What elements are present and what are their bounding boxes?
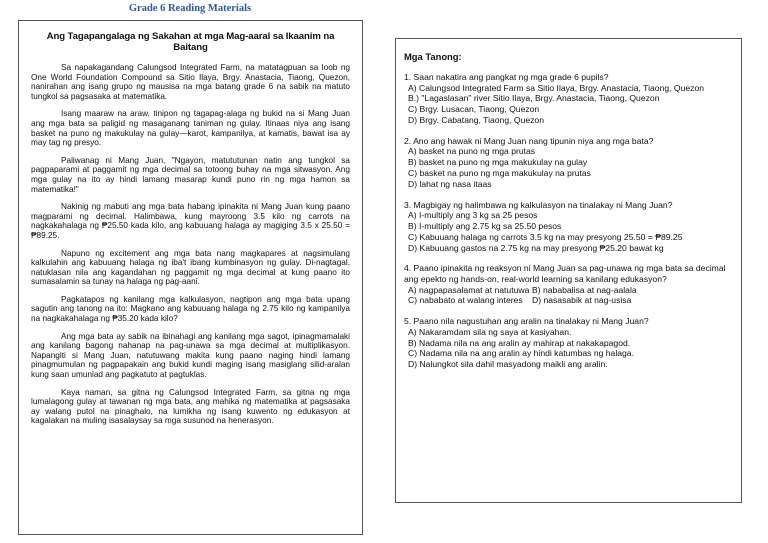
story-panel <box>18 20 363 535</box>
question-4 <box>404 263 733 306</box>
answer-option-b: B) basket na puno ng mga makukulay na gulay <box>408 157 588 168</box>
story-paragraph: Napuno ng excitement ang mga bata nang magkapares at nagsimulang kalkulahin ang kabuuang halaga ng iba't ibang kumbinasyon ng gulay. Di-nagtagal, natuklasan nila ang kagandahan ng paggamit ng mga decimal at kung paano ito sumasalamin sa tunay na halaga ng pag-aani. <box>31 248 350 287</box>
answer-option-b: B) I-multiply ang 2.75 kg sa 25.50 pesos <box>408 220 562 231</box>
questions-panel <box>395 38 742 503</box>
question-text: 4. Paano ipinakita ng reaksyon ni Mang Juan sa pag-unawa ng mga bata sa decimal ang epekto ng hands-on, real-world learning sa kanilang edukasyon? <box>404 263 726 284</box>
question-text: 5. Paano nila nagustuhan ang aralin na tinalakay ni Mang Juan? <box>404 316 649 327</box>
answer-option-c: C) nababato at walang interes <box>408 295 523 306</box>
answer-options <box>404 327 733 370</box>
story-paragraph: Isang maaraw na araw, tinipon ng tagapag-alaga ng bukid na si Mang Juan ang mga bata sa paligid ng masaganang taniman ng gulay. Itinaas niya ang isang basket na puno ng makukulay na gulay—karot, kampanilya, at kamatis, bawat isa ay may tag ng presyo. <box>31 109 350 148</box>
question-5 <box>404 316 733 370</box>
story-paragraph: Ang mga bata ay sabik na ibinahagi ang kanilang mga sagot, ipinagmamalaki ang kanilang bagong nahanap na pag-unawa sa mga decimal at multiplikasyon. Napangiti si Mang Juan, natutuwang makita kung paano naging hindi lamang pinagmumulan ng pagpapakain ang bukid kundi maging isang masiglang silid-aralan kung saan umunlad ang pagkatuto at pagtuklas. <box>31 331 350 380</box>
answer-option-a: A) Calungsod Integrated Farm sa Sitio Ilaya, Brgy. Anastacia, Tiaong, Quezon <box>408 82 705 93</box>
question-1 <box>404 72 733 126</box>
answer-options <box>404 83 733 126</box>
story-paragraph: Kaya naman, sa gitna ng Calungsod Integrated Farm, sa gitna ng mga lumalagong gulay at tawanan ng mga bata, ang mahika ng matematika at pagsasaka ay walang putol na pinaghalo, na lumikha ng isang kuwento ng edukasyon at kagalakan na muling isasalaysay sa mga susunod na henerasyon. <box>31 387 350 426</box>
answer-options <box>404 210 733 253</box>
answer-option-d: D) lahat ng nasa itaas <box>408 178 492 189</box>
story-paragraph: Pagkatapos ng kanilang mga kalkulasyon, nagtipon ang mga bata upang sagutin ang tanong na ito: Magkano ang kabuuang halaga ng 2.75 kilo ng kampanilya na nagkakahalaga ng ₱35.20 kada kilo? <box>31 294 350 324</box>
story-paragraph: Paliwanag ni Mang Juan, "Ngayon, matututunan natin ang tungkol sa pagpaparami at paggamit ng mga decimal sa totoong buhay na mga sitwasyon. Ang mga gulay na ito ay hindi lamang masarap kundi puno rin ng mga hamon sa matematika!" <box>31 155 350 194</box>
story-paragraph: Nakinig ng mabuti ang mga bata habang ipinakita ni Mang Juan kung paano magparami ng decimal. Halimbawa, kung mayroong 3.5 kilo ng carrots na nagkakahalaga ng ₱25.50 kada kilo, ang kabuuang halaga ay magiging 3.5 x 25.50 = ₱89.25. <box>31 202 350 240</box>
answer-option-a: A) Nakaramdam sila ng saya at kasiyahan. <box>408 326 572 337</box>
answer-option-d: D) Kabuuang gastos na 2.75 kg na may presyong ₱25.20 bawat kg <box>408 242 664 253</box>
answer-option-b: B) nababalisa at nag-aalala <box>532 284 637 295</box>
story-title: Ang Tagapangalaga ng Sakahan at mga Mag-aaral sa Ikaanim na Baitang <box>46 31 335 53</box>
answer-option-d: D) Brgy. Cabatang, Tiaong, Quezon <box>408 114 544 125</box>
question-text: 2. Ano ang hawak ni Mang Juan nang tipunin niya ang mga bata? <box>404 135 654 146</box>
answer-option-a: A) basket na puno ng mga prutas <box>408 146 536 157</box>
question-2 <box>404 136 733 190</box>
answer-option-d: D) Nalungkot sila dahil masyadong maikli ang aralin. <box>408 359 608 370</box>
answer-option-a: A) I-multiply ang 3 kg sa 25 pesos <box>408 210 538 221</box>
answer-options <box>404 146 733 189</box>
question-text: 3. Magbigay ng halimbawa ng kalkulasyon na tinalakay ni Mang Juan? <box>404 199 673 210</box>
answer-option-d: D) nasasabik at nag-usisa <box>532 295 632 306</box>
questions-title: Mga Tanong: <box>404 51 462 62</box>
answer-options <box>404 285 733 307</box>
answer-option-c: C) Nadama nila na ang aralin ay hindi katumbas ng halaga. <box>408 348 634 359</box>
answer-option-a: A) nagpapasalamat at natutuwa <box>408 284 530 295</box>
answer-option-c: C) basket na puno ng mga makukulay na prutas <box>408 167 591 178</box>
question-3 <box>404 200 733 254</box>
answer-option-b: B.) "Lagaslasan" river Sitio Ilaya, Brgy. Anastacia, Tiaong, Quezon <box>408 93 660 104</box>
story-paragraph: Sa napakagandang Calungsod Integrated Farm, na matatagpuan sa loob ng One World Foundation Compound sa Sitio Ilaya, Brgy. Anastacia, Tiaong, Quezon, nanirahan ang isang grupo ng mausisa na mga batang grade 6 na sabik na matuto tungkol sa pagsasaka at matematika. <box>31 63 350 101</box>
answer-option-c: C) Brgy. Lusacan, Tiaong, Quezon <box>408 104 540 115</box>
page-header-title: Grade 6 Reading Materials <box>128 3 252 14</box>
question-text: 1. Saan nakatira ang pangkat ng mga grade 6 pupils? <box>404 72 609 82</box>
answer-option-b: B) Nadama nila na ang aralin ay mahirap at nakakapagod. <box>408 337 631 348</box>
answer-option-c: C) Kabuuang halaga ng carrots 3.5 kg na may presyong 25.50 = ₱89.25 <box>408 231 683 242</box>
